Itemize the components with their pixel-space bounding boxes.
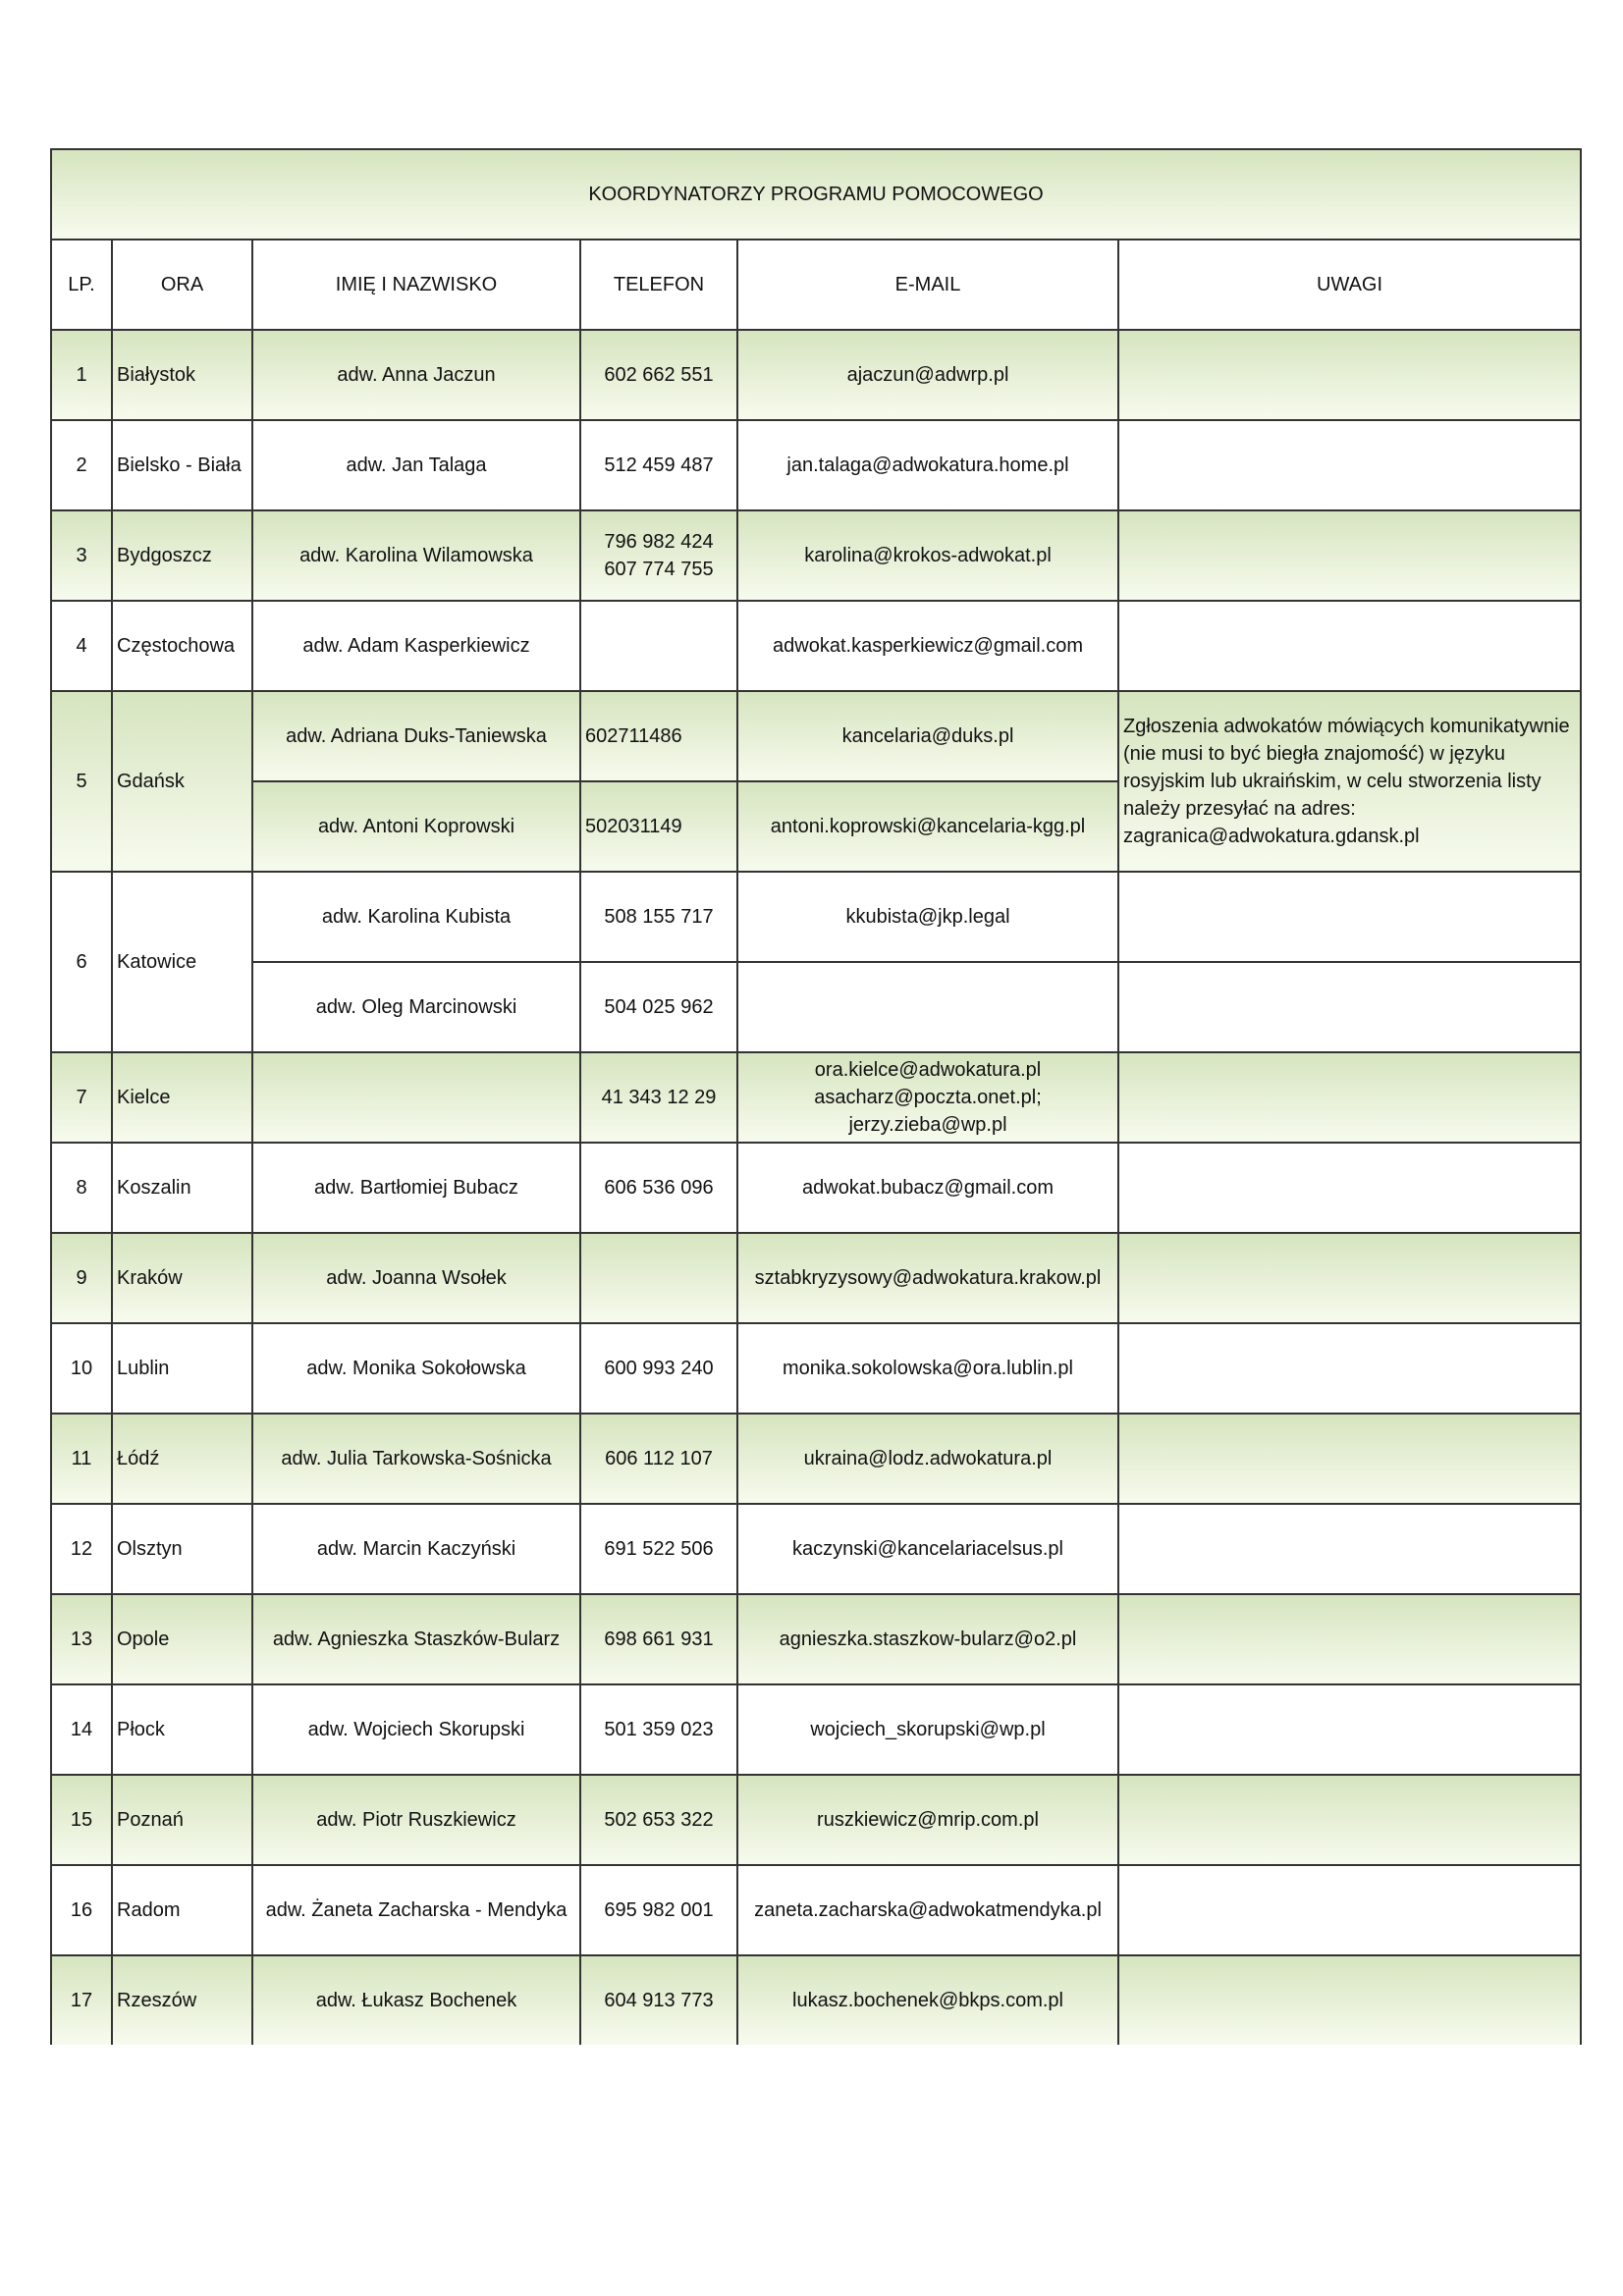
phone-cell: 606 112 107 bbox=[580, 1414, 737, 1504]
ora-cell: Gdańsk bbox=[112, 691, 252, 872]
phone-cell: 691 522 506 bbox=[580, 1504, 737, 1594]
ora-cell: Olsztyn bbox=[112, 1504, 252, 1594]
email-line: ora.kielce@adwokatura.pl bbox=[814, 1059, 1042, 1081]
phone-cell: 502031149 bbox=[580, 781, 737, 872]
phone-cell: 698 661 931 bbox=[580, 1594, 737, 1684]
header-phone: TELEFON bbox=[580, 240, 737, 330]
phone-cell: 502 653 322 bbox=[580, 1775, 737, 1865]
phone-line: 796 982 424 bbox=[604, 531, 714, 553]
email-cell: antoni.koprowski@kancelaria-kgg.pl bbox=[737, 781, 1118, 872]
lp-cell: 2 bbox=[51, 420, 112, 510]
email-cell bbox=[737, 1052, 1118, 1143]
table-row bbox=[51, 1323, 1581, 1414]
notes-cell bbox=[1118, 1775, 1581, 1865]
notes-cell bbox=[1118, 601, 1581, 691]
phone-cell: 604 913 773 bbox=[580, 1955, 737, 2045]
notes-cell bbox=[1118, 420, 1581, 510]
phone-cell: 606 536 096 bbox=[580, 1143, 737, 1233]
phone-line: 607 774 755 bbox=[604, 559, 714, 580]
title-row bbox=[51, 149, 1581, 240]
name-cell: adw. Wojciech Skorupski bbox=[252, 1684, 580, 1775]
email-cell: ruszkiewicz@mrip.com.pl bbox=[737, 1775, 1118, 1865]
email-cell: adwokat.bubacz@gmail.com bbox=[737, 1143, 1118, 1233]
ora-cell: Lublin bbox=[112, 1323, 252, 1414]
notes-cell bbox=[1118, 872, 1581, 962]
notes-cell bbox=[1118, 510, 1581, 601]
phone-cell: 602711486 bbox=[580, 691, 737, 781]
name-cell: adw. Anna Jaczun bbox=[252, 330, 580, 420]
notes-cell bbox=[1118, 1052, 1581, 1143]
email-cell: monika.sokolowska@ora.lublin.pl bbox=[737, 1323, 1118, 1414]
table-row bbox=[51, 962, 1581, 1052]
header-lp: LP. bbox=[51, 240, 112, 330]
name-cell: adw. Adriana Duks-Taniewska bbox=[252, 691, 580, 781]
name-cell: adw. Marcin Kaczyński bbox=[252, 1504, 580, 1594]
header-email: E-MAIL bbox=[737, 240, 1118, 330]
phone-cell: 602 662 551 bbox=[580, 330, 737, 420]
email-cell bbox=[737, 962, 1118, 1052]
ora-cell: Kielce bbox=[112, 1052, 252, 1143]
table-row bbox=[51, 510, 1581, 601]
name-cell: adw. Antoni Koprowski bbox=[252, 781, 580, 872]
table-row bbox=[51, 1865, 1581, 1955]
phone-cell: 600 993 240 bbox=[580, 1323, 737, 1414]
table-row bbox=[51, 1504, 1581, 1594]
lp-cell: 15 bbox=[51, 1775, 112, 1865]
name-cell: adw. Agnieszka Staszków-Bularz bbox=[252, 1594, 580, 1684]
notes-cell: Zgłoszenia adwokatów mówiących komunikatywnie (nie musi to być biegła znajomość) w języku rosyjskim lub ukraińskim, w celu stworzenia listy należy przesyłać na adres: zagranica@adwokatura.gdansk.pl bbox=[1118, 691, 1581, 872]
ora-cell: Łódź bbox=[112, 1414, 252, 1504]
phone-cell bbox=[580, 510, 737, 601]
email-cell: jan.talaga@adwokatura.home.pl bbox=[737, 420, 1118, 510]
email-line: jerzy.zieba@wp.pl bbox=[848, 1114, 1007, 1136]
phone-cell bbox=[580, 601, 737, 691]
lp-cell: 13 bbox=[51, 1594, 112, 1684]
lp-cell: 4 bbox=[51, 601, 112, 691]
phone-cell: 501 359 023 bbox=[580, 1684, 737, 1775]
lp-cell: 3 bbox=[51, 510, 112, 601]
header-row bbox=[51, 240, 1581, 330]
notes-cell bbox=[1118, 1504, 1581, 1594]
table-row bbox=[51, 1955, 1581, 2045]
table-row bbox=[51, 601, 1581, 691]
phone-cell: 512 459 487 bbox=[580, 420, 737, 510]
notes-cell bbox=[1118, 1323, 1581, 1414]
name-cell: adw. Łukasz Bochenek bbox=[252, 1955, 580, 2045]
table-row bbox=[51, 1684, 1581, 1775]
name-cell: adw. Karolina Kubista bbox=[252, 872, 580, 962]
ora-cell: Kraków bbox=[112, 1233, 252, 1323]
lp-cell: 14 bbox=[51, 1684, 112, 1775]
email-cell: kancelaria@duks.pl bbox=[737, 691, 1118, 781]
table-row bbox=[51, 691, 1581, 781]
lp-cell: 16 bbox=[51, 1865, 112, 1955]
name-cell: adw. Julia Tarkowska-Sośnicka bbox=[252, 1414, 580, 1504]
table-row bbox=[51, 1775, 1581, 1865]
lp-cell: 9 bbox=[51, 1233, 112, 1323]
email-cell: lukasz.bochenek@bkps.com.pl bbox=[737, 1955, 1118, 2045]
ora-cell: Bielsko - Biała bbox=[112, 420, 252, 510]
lp-cell: 1 bbox=[51, 330, 112, 420]
table-row bbox=[51, 330, 1581, 420]
email-cell: sztabkryzysowy@adwokatura.krakow.pl bbox=[737, 1233, 1118, 1323]
notes-cell bbox=[1118, 1143, 1581, 1233]
ora-cell: Białystok bbox=[112, 330, 252, 420]
notes-cell bbox=[1118, 1955, 1581, 2045]
ora-cell: Płock bbox=[112, 1684, 252, 1775]
email-cell: ukraina@lodz.adwokatura.pl bbox=[737, 1414, 1118, 1504]
email-cell: kkubista@jkp.legal bbox=[737, 872, 1118, 962]
lp-cell: 7 bbox=[51, 1052, 112, 1143]
name-cell: adw. Joanna Wsołek bbox=[252, 1233, 580, 1323]
notes-cell bbox=[1118, 330, 1581, 420]
table-row bbox=[51, 1143, 1581, 1233]
name-cell: adw. Oleg Marcinowski bbox=[252, 962, 580, 1052]
table-row bbox=[51, 872, 1581, 962]
notes-cell bbox=[1118, 1233, 1581, 1323]
ora-cell: Poznań bbox=[112, 1775, 252, 1865]
header-name: IMIĘ I NAZWISKO bbox=[252, 240, 580, 330]
phone-cell: 504 025 962 bbox=[580, 962, 737, 1052]
ora-cell: Częstochowa bbox=[112, 601, 252, 691]
lp-cell: 10 bbox=[51, 1323, 112, 1414]
name-cell: adw. Jan Talaga bbox=[252, 420, 580, 510]
email-cell: karolina@krokos-adwokat.pl bbox=[737, 510, 1118, 601]
phone-cell: 41 343 12 29 bbox=[580, 1052, 737, 1143]
lp-cell: 12 bbox=[51, 1504, 112, 1594]
table-row bbox=[51, 1414, 1581, 1504]
lp-cell: 8 bbox=[51, 1143, 112, 1233]
email-cell: wojciech_skorupski@wp.pl bbox=[737, 1684, 1118, 1775]
ora-cell: Rzeszów bbox=[112, 1955, 252, 2045]
table-row bbox=[51, 1233, 1581, 1323]
header-ora: ORA bbox=[112, 240, 252, 330]
table-row bbox=[51, 420, 1581, 510]
email-cell: agnieszka.staszkow-bularz@o2.pl bbox=[737, 1594, 1118, 1684]
email-cell: zaneta.zacharska@adwokatmendyka.pl bbox=[737, 1865, 1118, 1955]
ora-cell: Opole bbox=[112, 1594, 252, 1684]
ora-cell: Koszalin bbox=[112, 1143, 252, 1233]
lp-cell: 11 bbox=[51, 1414, 112, 1504]
phone-cell bbox=[580, 1233, 737, 1323]
table-row bbox=[51, 1594, 1581, 1684]
ora-cell: Katowice bbox=[112, 872, 252, 1052]
notes-cell bbox=[1118, 1594, 1581, 1684]
name-cell: adw. Adam Kasperkiewicz bbox=[252, 601, 580, 691]
phone-cell: 508 155 717 bbox=[580, 872, 737, 962]
lp-cell: 5 bbox=[51, 691, 112, 872]
name-cell: adw. Karolina Wilamowska bbox=[252, 510, 580, 601]
email-cell: kaczynski@kancelariacelsus.pl bbox=[737, 1504, 1118, 1594]
email-cell: ajaczun@adwrp.pl bbox=[737, 330, 1118, 420]
name-cell bbox=[252, 1052, 580, 1143]
table-row bbox=[51, 1052, 1581, 1143]
name-cell: adw. Monika Sokołowska bbox=[252, 1323, 580, 1414]
lp-cell: 6 bbox=[51, 872, 112, 1052]
email-line: asacharz@poczta.onet.pl; bbox=[814, 1087, 1042, 1108]
email-cell: adwokat.kasperkiewicz@gmail.com bbox=[737, 601, 1118, 691]
name-cell: adw. Bartłomiej Bubacz bbox=[252, 1143, 580, 1233]
ora-cell: Radom bbox=[112, 1865, 252, 1955]
header-notes: UWAGI bbox=[1118, 240, 1581, 330]
phone-cell: 695 982 001 bbox=[580, 1865, 737, 1955]
notes-cell bbox=[1118, 962, 1581, 1052]
notes-cell bbox=[1118, 1865, 1581, 1955]
notes-cell bbox=[1118, 1684, 1581, 1775]
table-title: KOORDYNATORZY PROGRAMU POMOCOWEGO bbox=[51, 149, 1581, 240]
lp-cell: 17 bbox=[51, 1955, 112, 2045]
name-cell: adw. Piotr Ruszkiewicz bbox=[252, 1775, 580, 1865]
ora-cell: Bydgoszcz bbox=[112, 510, 252, 601]
coordinators-table bbox=[50, 148, 1582, 2045]
notes-cell bbox=[1118, 1414, 1581, 1504]
name-cell: adw. Żaneta Zacharska - Mendyka bbox=[252, 1865, 580, 1955]
